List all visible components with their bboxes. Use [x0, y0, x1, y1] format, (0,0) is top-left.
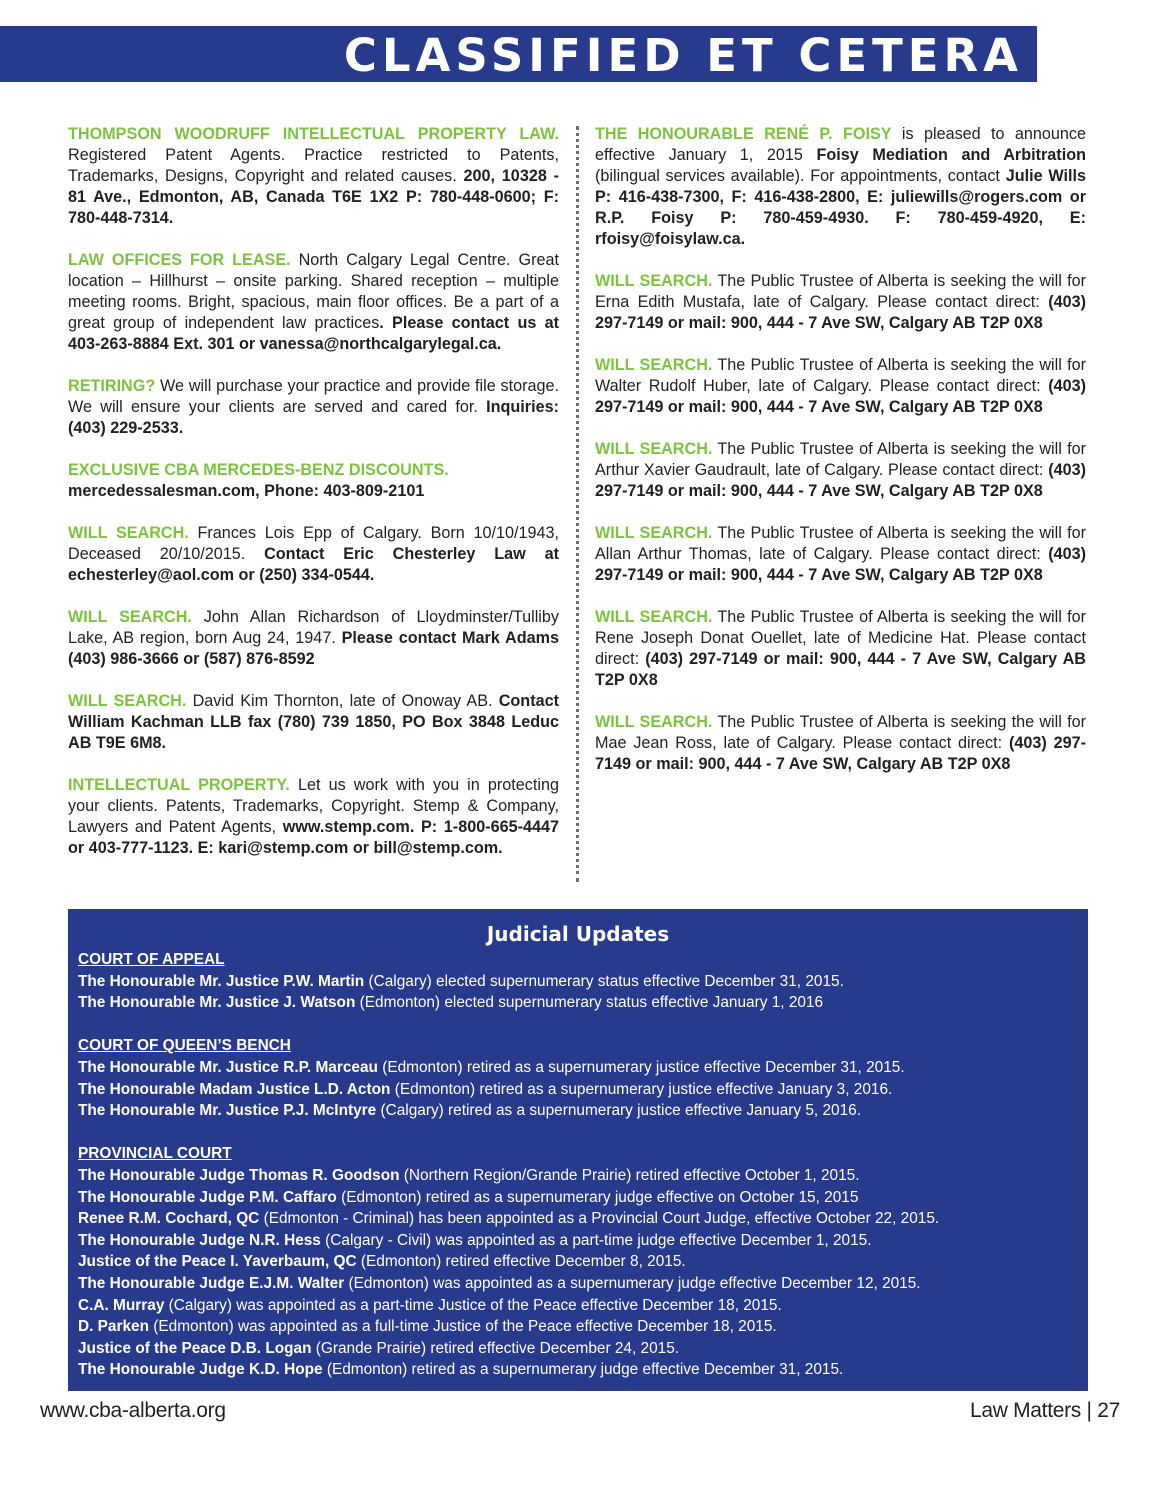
- provincial-court-section: [78, 1143, 1078, 1381]
- classified-ad: WILL SEARCH. The Public Trustee of Alberta is seeking the will for Allan Arthur Thomas, late of Calgary. Please contact direct: (403) 297-7149 or mail: 900, 444 - 7 Ave SW, Calgary AB T2P 0X8: [595, 524, 1087, 584]
- classified-ad: WILL SEARCH. The Public Trustee of Alberta is seeking the will for Erna Edith Mustafa, late of Calgary. Please contact direct: (403) 297-7149 or mail: 900, 444 - 7 Ave SW, Calgary AB T2P 0X8: [595, 272, 1087, 332]
- judicial-entry: The Honourable Judge N.R. Hess (Calgary - Civil) was appointed as a part-time judge effective December 1, 2015.: [78, 1231, 872, 1249]
- classified-ad: WILL SEARCH. The Public Trustee of Alberta is seeking the will for Walter Rudolf Huber, late of Calgary. Please contact direct: (403) 297-7149 or mail: 900, 444 - 7 Ave SW, Calgary AB T2P 0X8: [595, 356, 1087, 416]
- classified-ad: LAW OFFICES FOR LEASE. North Calgary Legal Centre. Great location – Hillhurst – onsite parking. Shared reception – multiple meeting rooms. Bright, spacious, main floor offices. Be a part of a great group of independent law practices. Please contact us at 403-263-8884 Ext. 301 or vanessa@northcalgarylegal.ca.: [68, 251, 559, 353]
- judicial-entry: The Honourable Judge Thomas R. Goodson (Northern Region/Grande Prairie) retired effective October 1, 2015.: [78, 1166, 860, 1184]
- judicial-entry: The Honourable Judge K.D. Hope (Edmonton) retired as a supernumerary judge effective December 31, 2015.: [78, 1361, 844, 1379]
- page-title: CLASSIFIED ET CETERA: [343, 29, 1023, 82]
- classified-ad: THOMPSON WOODRUFF INTELLECTUAL PROPERTY LAW. Registered Patent Agents. Practice restricted to Patents, Trademarks, Designs, Copyright and related causes. 200, 10328 - 81 Ave., Edmonton, AB, Canada T6E 1X2 P: 780-448-0600; F: 780-448-7314.: [68, 125, 559, 227]
- classified-ad: WILL SEARCH. The Public Trustee of Alberta is seeking the will for Mae Jean Ross, late of Calgary. Please contact direct: (403) 297-7149 or mail: 900, 444 - 7 Ave SW, Calgary AB T2P 0X8: [595, 713, 1087, 773]
- classified-ad: WILL SEARCH. The Public Trustee of Alberta is seeking the will for Rene Joseph Donat Ouellet, late of Medicine Hat. Please contact direct: (403) 297-7149 or mail: 900, 444 - 7 Ave SW, Calgary AB T2P 0X8: [595, 608, 1087, 689]
- classified-ad: EXCLUSIVE CBA MERCEDES-BENZ DISCOUNTS. mercedessalesman.com, Phone: 403-809-2101: [68, 461, 449, 500]
- header-banner: [0, 26, 1037, 82]
- classified-ad: WILL SEARCH. John Allan Richardson of Lloydminster/Tulliby Lake, AB region, born Aug 24, 1947. Please contact Mark Adams (403) 986-3666 or (587) 876-8592: [68, 608, 559, 668]
- classified-left-column: [68, 124, 559, 880]
- judicial-updates-box: [68, 909, 1088, 1391]
- classified-right-column: [595, 124, 1086, 796]
- court-heading: PROVINCIAL COURT: [78, 1145, 232, 1163]
- judicial-entry: Justice of the Peace D.B. Logan (Grande Prairie) retired effective December 24, 2015.: [78, 1339, 680, 1357]
- court-of-appeal-section: [78, 949, 1078, 1014]
- judicial-entry: The Honourable Mr. Justice P.W. Martin (Calgary) elected supernumerary status effective December 31, 2015.: [78, 972, 844, 990]
- court-heading: COURT OF APPEAL: [78, 951, 225, 968]
- classified-ad: RETIRING? We will purchase your practice and provide file storage. We will ensure your clients are served and cared for. Inquiries: (403) 229-2533.: [68, 377, 559, 437]
- column-divider: [576, 126, 579, 882]
- judicial-entry: The Honourable Mr. Justice P.J. McIntyre (Calgary) retired as a supernumerary justice effective January 5, 2016.: [78, 1102, 861, 1120]
- judicial-entry: The Honourable Mr. Justice R.P. Marceau (Edmonton) retired as a supernumerary justice effective December 31, 2015.: [78, 1058, 905, 1076]
- classified-ad: WILL SEARCH. The Public Trustee of Alberta is seeking the will for Arthur Xavier Gaudrault, late of Calgary. Please contact direct: (403) 297-7149 or mail: 900, 444 - 7 Ave SW, Calgary AB T2P 0X8: [595, 440, 1087, 500]
- judicial-entry: D. Parken (Edmonton) was appointed as a full-time Justice of the Peace effective December 18, 2015.: [78, 1318, 777, 1336]
- judicial-entry: C.A. Murray (Calgary) was appointed as a part-time Justice of the Peace effective December 18, 2015.: [78, 1296, 782, 1314]
- classified-ad: WILL SEARCH. Frances Lois Epp of Calgary. Born 10/10/1943, Deceased 20/10/2015. Contact Eric Chesterley Law at echesterley@aol.com or (250) 334-0544.: [68, 524, 559, 584]
- judicial-updates-title: Judicial Updates: [486, 922, 670, 946]
- judicial-entry: The Honourable Mr. Justice J. Watson (Edmonton) elected supernumerary status effective January 1, 2016: [78, 994, 824, 1012]
- judicial-entry: The Honourable Judge P.M. Caffaro (Edmonton) retired as a supernumerary judge effective on October 15, 2015: [78, 1188, 859, 1206]
- classified-ad: INTELLECTUAL PROPERTY. Let us work with you in protecting your clients. Patents, Trademarks, Copyright. Stemp & Company, Lawyers and Patent Agents, www.stemp.com. P: 1-800-665-4447 or 403-777-1123. E: kari@stemp.com or bill@stemp.com.: [68, 776, 559, 857]
- footer-page-label: Law Matters | 27: [969, 1399, 1120, 1422]
- judicial-entry: Renee R.M. Cochard, QC (Edmonton - Criminal) has been appointed as a Provincial Court Judge, effective October 22, 2015.: [78, 1210, 940, 1228]
- judicial-entry: The Honourable Judge E.J.M. Walter (Edmonton) was appointed as a supernumerary judge effective December 12, 2015.: [78, 1274, 921, 1292]
- footer-website: www.cba-alberta.org: [40, 1399, 226, 1422]
- classified-ad: THE HONOURABLE RENÉ P. FOISY is pleased to announce effective January 1, 2015 Foisy Mediation and Arbitration (bilingual services available). For appointments, contact Julie Wills P: 416-438-7300, F: 416-438-2800, E: juliewills@rogers.com or R.P. Foisy P: 780-459-4930. F: 780-459-4920, E: rfoisy@foisylaw.ca.: [595, 125, 1086, 248]
- court-heading: COURT OF QUEEN’S BENCH: [78, 1037, 291, 1055]
- court-of-queens-bench-section: [78, 1035, 1078, 1121]
- judicial-entry: The Honourable Madam Justice L.D. Acton (Edmonton) retired as a supernumerary justice effective January 3, 2016.: [78, 1080, 893, 1098]
- judicial-entry: Justice of the Peace I. Yaverbaum, QC (Edmonton) retired effective December 8, 2015.: [78, 1253, 686, 1271]
- classified-ad: WILL SEARCH. David Kim Thornton, late of Onoway AB. Contact William Kachman LLB fax (780) 739 1850, PO Box 3848 Leduc AB T9E 6M8.: [68, 692, 559, 752]
